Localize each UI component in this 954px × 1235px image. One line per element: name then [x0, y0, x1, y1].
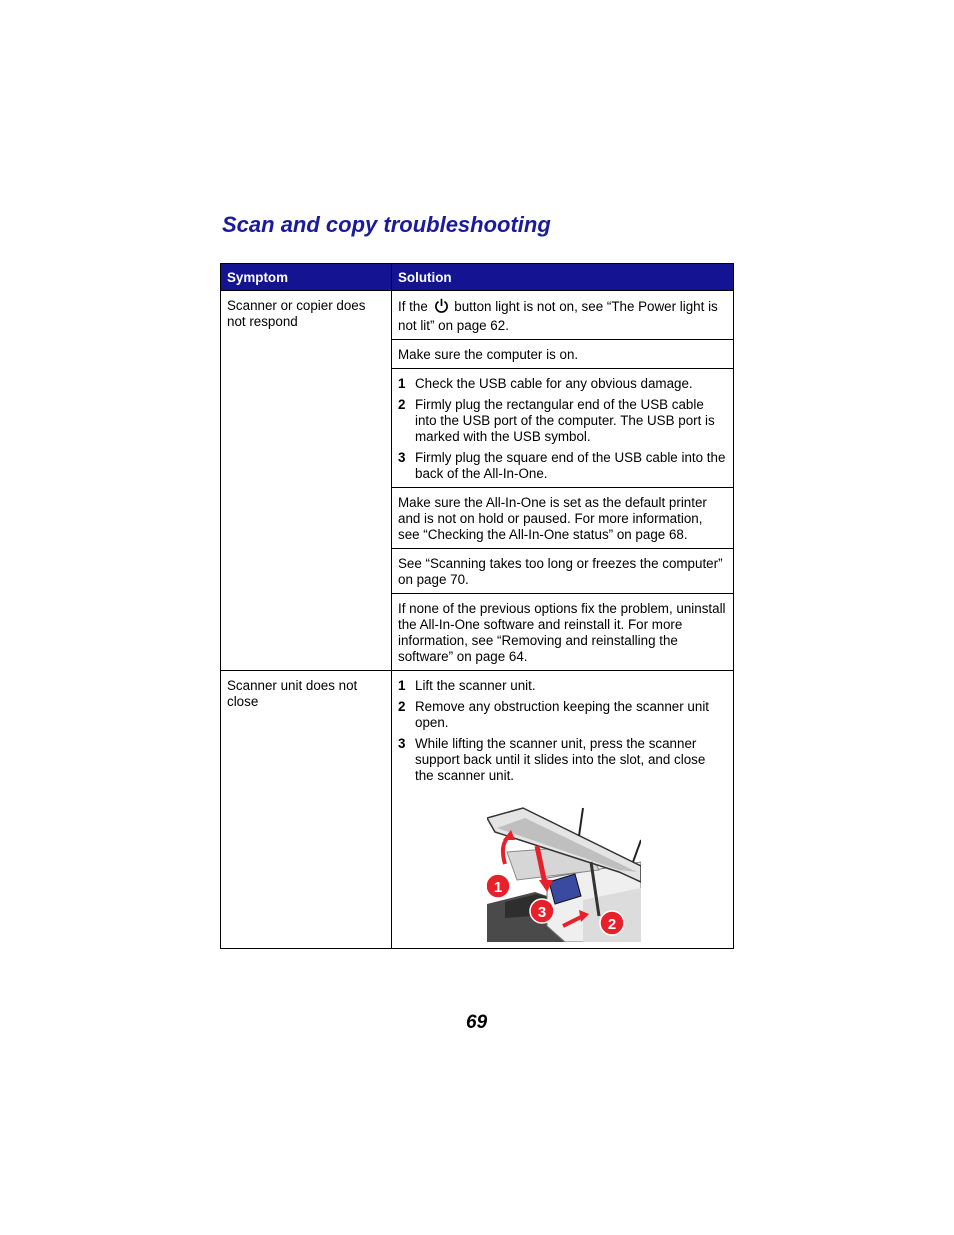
symptom-cell: Scanner or copier does not respond: [221, 291, 392, 671]
step-number: 2: [398, 699, 406, 714]
usb-steps-list: [398, 376, 727, 482]
section-title: Scan and copy troubleshooting: [222, 212, 551, 237]
solution-text: button light is not on, see “The Power light is not lit” on page 62.: [398, 299, 718, 333]
solution-cell: See “Scanning takes too long or freezes the computer” on page 70.: [392, 549, 734, 594]
callout-2: [600, 911, 624, 935]
page-number: 69: [466, 1012, 488, 1033]
callout-1: [487, 874, 510, 898]
solution-cell: Make sure the computer is on.: [392, 340, 734, 369]
callout-label: 3: [537, 904, 547, 921]
power-icon: [434, 298, 449, 318]
troubleshooting-table: [220, 263, 734, 949]
table-row: [221, 671, 734, 949]
callout-label: 2: [607, 916, 617, 933]
scanner-steps-list: [398, 678, 727, 784]
callout-3: [530, 899, 554, 923]
list-item: [398, 678, 727, 694]
step-text: Firmly plug the square end of the USB cable into the back of the All-In-One.: [415, 450, 726, 481]
callout-label: 1: [493, 879, 503, 896]
solution-cell: Make sure the All-In-One is set as the default printer and is not on hold or paused. For more information, see “Checking the All-In-One status” on page 68.: [392, 488, 734, 549]
list-item: [398, 397, 727, 445]
step-text: Check the USB cable for any obvious damage.: [415, 376, 693, 391]
solution-text: If the: [398, 299, 428, 314]
table-row: [221, 291, 734, 340]
step-number: 1: [398, 678, 406, 693]
step-text: Lift the scanner unit.: [415, 678, 536, 693]
list-item: [398, 376, 727, 392]
scanner-illustration: [487, 806, 641, 942]
step-number: 2: [398, 397, 406, 412]
solution-cell: If none of the previous options fix the problem, uninstall the All-In-One software and reinstall it. For more information, see “Removing and reinstalling the software” on page 64.: [392, 594, 734, 671]
lift-arrow: [503, 836, 509, 864]
solution-cell: [392, 671, 734, 949]
step-text: Firmly plug the rectangular end of the USB cable into the USB port of the computer. The USB port is marked with the USB symbol.: [415, 397, 715, 444]
symptom-header: Symptom: [221, 264, 392, 291]
scanner-support: [633, 840, 641, 862]
solution-cell: [392, 369, 734, 488]
table-header-row: [221, 264, 734, 291]
list-item: [398, 736, 727, 784]
step-text: Remove any obstruction keeping the scanner unit open.: [415, 699, 710, 730]
list-item: [398, 699, 727, 731]
symptom-cell: Scanner unit does not close: [221, 671, 392, 949]
list-item: [398, 450, 727, 482]
solution-header: Solution: [392, 264, 734, 291]
scanner-support: [579, 808, 583, 836]
step-number: 3: [398, 450, 406, 465]
step-text: While lifting the scanner unit, press the scanner support back until it slides into the slot, and close the scanner unit.: [415, 736, 706, 783]
step-number: 3: [398, 736, 406, 751]
solution-cell: [392, 291, 734, 340]
step-number: 1: [398, 376, 406, 391]
